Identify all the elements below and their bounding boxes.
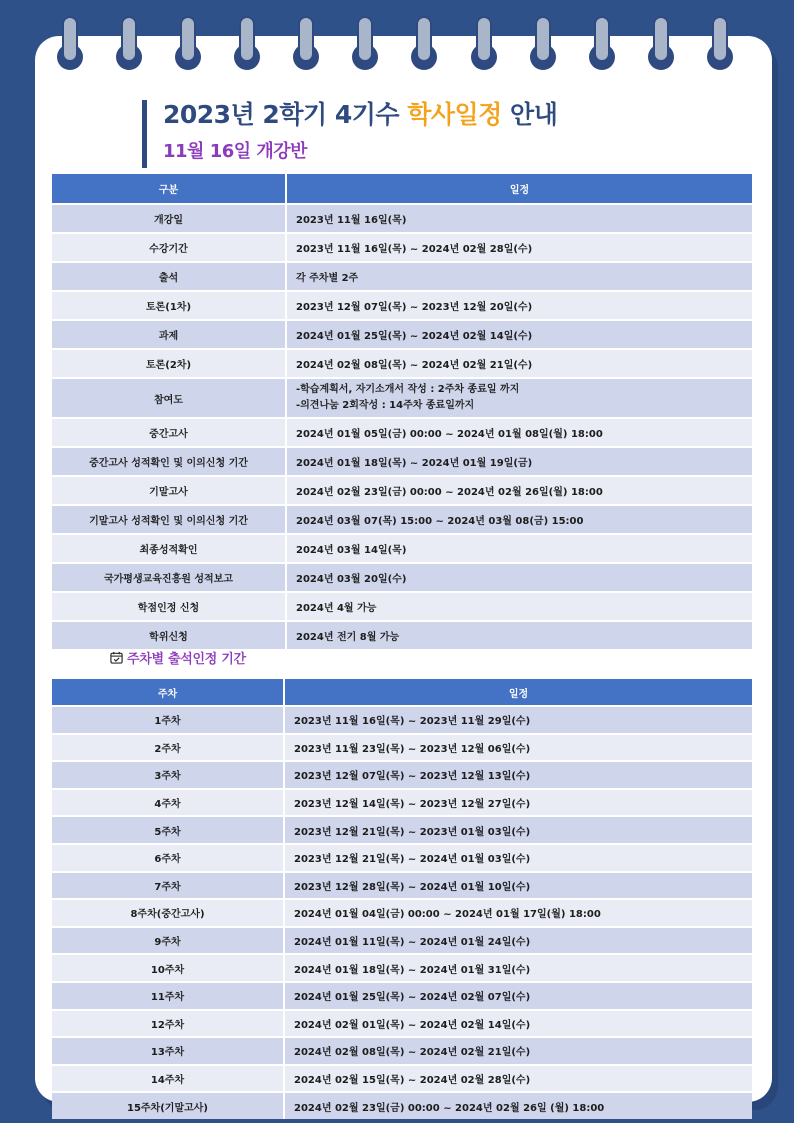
row-value: 2024년 전기 8월 가능 [287,620,752,649]
table-row [52,261,752,290]
row-value: 2023년 11월 16일(목) [287,203,752,232]
binding-ring [530,16,556,70]
table-row [52,1091,752,1119]
row-label: 11주차 [52,981,285,1009]
row-label: 12주차 [52,1009,285,1037]
row-value: 2024년 01월 04일(금) 00:00 ~ 2024년 01월 17일(월) 18:00 [285,898,752,926]
page-title: 2023년 2학기 4기수 학사일정 안내 [163,100,558,129]
table-row [52,533,752,562]
row-label: 7주차 [52,871,285,899]
table-row [52,417,752,446]
row-value: 2024년 01월 05일(금) 00:00 ~ 2024년 01월 08일(월) 18:00 [287,417,752,446]
row-label: 6주차 [52,843,285,871]
row-label: 최종성적확인 [52,533,287,562]
row-value [287,377,752,417]
row-value: 2023년 12월 21일(목) ~ 2024년 01월 03일(수) [285,843,752,871]
row-label: 4주차 [52,788,285,816]
table-row [52,475,752,504]
row-label: 개강일 [52,203,287,232]
row-value-line: -학습계획서, 자기소개서 작성 : 2주차 종료일 까지 [296,384,520,395]
title-block [142,100,557,168]
binding-ring [293,16,319,70]
row-value: 2023년 11월 16일(목) ~ 2023년 11월 29일(수) [285,705,752,733]
schedule-header-row [52,174,752,203]
row-value: 2023년 12월 21일(목) ~ 2023년 01월 03일(수) [285,815,752,843]
page-subtitle: 11월 16일 개강반 [163,141,308,162]
binding-ring [589,16,615,70]
table-row [52,319,752,348]
table-row [52,1036,752,1064]
title-highlight: 학사일정 [407,100,502,129]
row-value: 2024년 01월 25일(목) ~ 2024년 02월 14일(수) [287,319,752,348]
row-value: 2024년 03월 20일(수) [287,562,752,591]
row-value: 각 주차별 2주 [287,261,752,290]
column-header: 일정 [285,679,752,705]
row-label: 중간고사 [52,417,287,446]
table-row [52,203,752,232]
row-value: 2024년 02월 23일(금) 00:00 ~ 2024년 02월 26일 (월) 18:00 [285,1091,752,1119]
row-value: 2023년 12월 28일(목) ~ 2024년 01월 10일(수) [285,871,752,899]
weekly-section-title [110,648,246,667]
row-value: 2023년 11월 16일(목) ~ 2024년 02월 28일(수) [287,232,752,261]
table-row [52,981,752,1009]
row-value: 2024년 4월 가능 [287,591,752,620]
row-value: 2024년 01월 11일(목) ~ 2024년 01월 24일(수) [285,926,752,954]
column-header: 구분 [52,174,287,203]
row-label: 국가평생교육진흥원 성적보고 [52,562,287,591]
row-value: 2024년 02월 01일(목) ~ 2024년 02월 14일(수) [285,1009,752,1037]
row-value: 2023년 12월 07일(목) ~ 2023년 12월 13일(수) [285,760,752,788]
row-value: 2024년 01월 25일(목) ~ 2024년 02월 07일(수) [285,981,752,1009]
row-label: 2주차 [52,733,285,761]
table-row [52,788,752,816]
row-label: 토론(1차) [52,290,287,319]
table-row [52,232,752,261]
schedule-table [52,174,752,649]
row-label: 5주차 [52,815,285,843]
row-value: 2023년 12월 14일(목) ~ 2023년 12월 27일(수) [285,788,752,816]
row-label: 학점인정 신청 [52,591,287,620]
binding-ring [471,16,497,70]
binding-ring [352,16,378,70]
table-row [52,562,752,591]
table-row [52,871,752,899]
table-row [52,898,752,926]
row-label: 9주차 [52,926,285,954]
binding-ring [116,16,142,70]
row-value: 2024년 02월 23일(금) 00:00 ~ 2024년 02월 26일(월) 18:00 [287,475,752,504]
row-label: 참여도 [52,377,287,417]
table-row [52,377,752,417]
row-label: 출석 [52,261,287,290]
column-header: 일정 [287,174,752,203]
table-row [52,446,752,475]
table-row [52,348,752,377]
row-label: 중간고사 성적확인 및 이의신청 기간 [52,446,287,475]
row-value: 2024년 01월 18일(목) ~ 2024년 01월 31일(수) [285,953,752,981]
row-label: 8주차(중간고사) [52,898,285,926]
calendar-check-icon [110,651,123,664]
weekly-section-label: 주차별 출석인정 기간 [127,652,246,667]
table-row [52,705,752,733]
column-header: 주차 [52,679,285,705]
weekly-header-row [52,679,752,705]
row-value: 2023년 12월 07일(목) ~ 2023년 12월 20일(수) [287,290,752,319]
table-row [52,843,752,871]
table-row [52,1064,752,1092]
table-row [52,733,752,761]
table-row [52,926,752,954]
row-label: 기말고사 성적확인 및 이의신청 기간 [52,504,287,533]
row-label: 수강기간 [52,232,287,261]
table-row [52,290,752,319]
row-value: 2024년 01월 18일(목) ~ 2024년 01월 19일(금) [287,446,752,475]
row-label: 15주차(기말고사) [52,1091,285,1119]
row-value: 2024년 02월 08일(목) ~ 2024년 02월 21일(수) [287,348,752,377]
binding-ring [175,16,201,70]
row-label: 10주차 [52,953,285,981]
binding-ring [411,16,437,70]
table-row [52,760,752,788]
table-row [52,953,752,981]
row-value-line: -의견나눔 2회작성 : 14주차 종료일까지 [296,400,475,411]
table-row [52,591,752,620]
row-label: 1주차 [52,705,285,733]
row-label: 과제 [52,319,287,348]
row-label: 13주차 [52,1036,285,1064]
row-label: 토론(2차) [52,348,287,377]
row-value: 2024년 03월 07(목) 15:00 ~ 2024년 03월 08(금) 15:00 [287,504,752,533]
row-value: 2024년 03월 14일(목) [287,533,752,562]
row-label: 기말고사 [52,475,287,504]
row-label: 3주차 [52,760,285,788]
binding-ring [57,16,83,70]
table-row [52,815,752,843]
row-label: 학위신청 [52,620,287,649]
binding-ring [648,16,674,70]
row-value: 2023년 11월 23일(목) ~ 2023년 12월 06일(수) [285,733,752,761]
table-row [52,504,752,533]
table-row [52,620,752,649]
row-value: 2024년 02월 15일(목) ~ 2024년 02월 28일(수) [285,1064,752,1092]
row-value: 2024년 02월 08일(목) ~ 2024년 02월 21일(수) [285,1036,752,1064]
table-row [52,1009,752,1037]
row-label: 14주차 [52,1064,285,1092]
binding-ring [234,16,260,70]
weekly-table [52,679,752,1119]
binding-ring [707,16,733,70]
